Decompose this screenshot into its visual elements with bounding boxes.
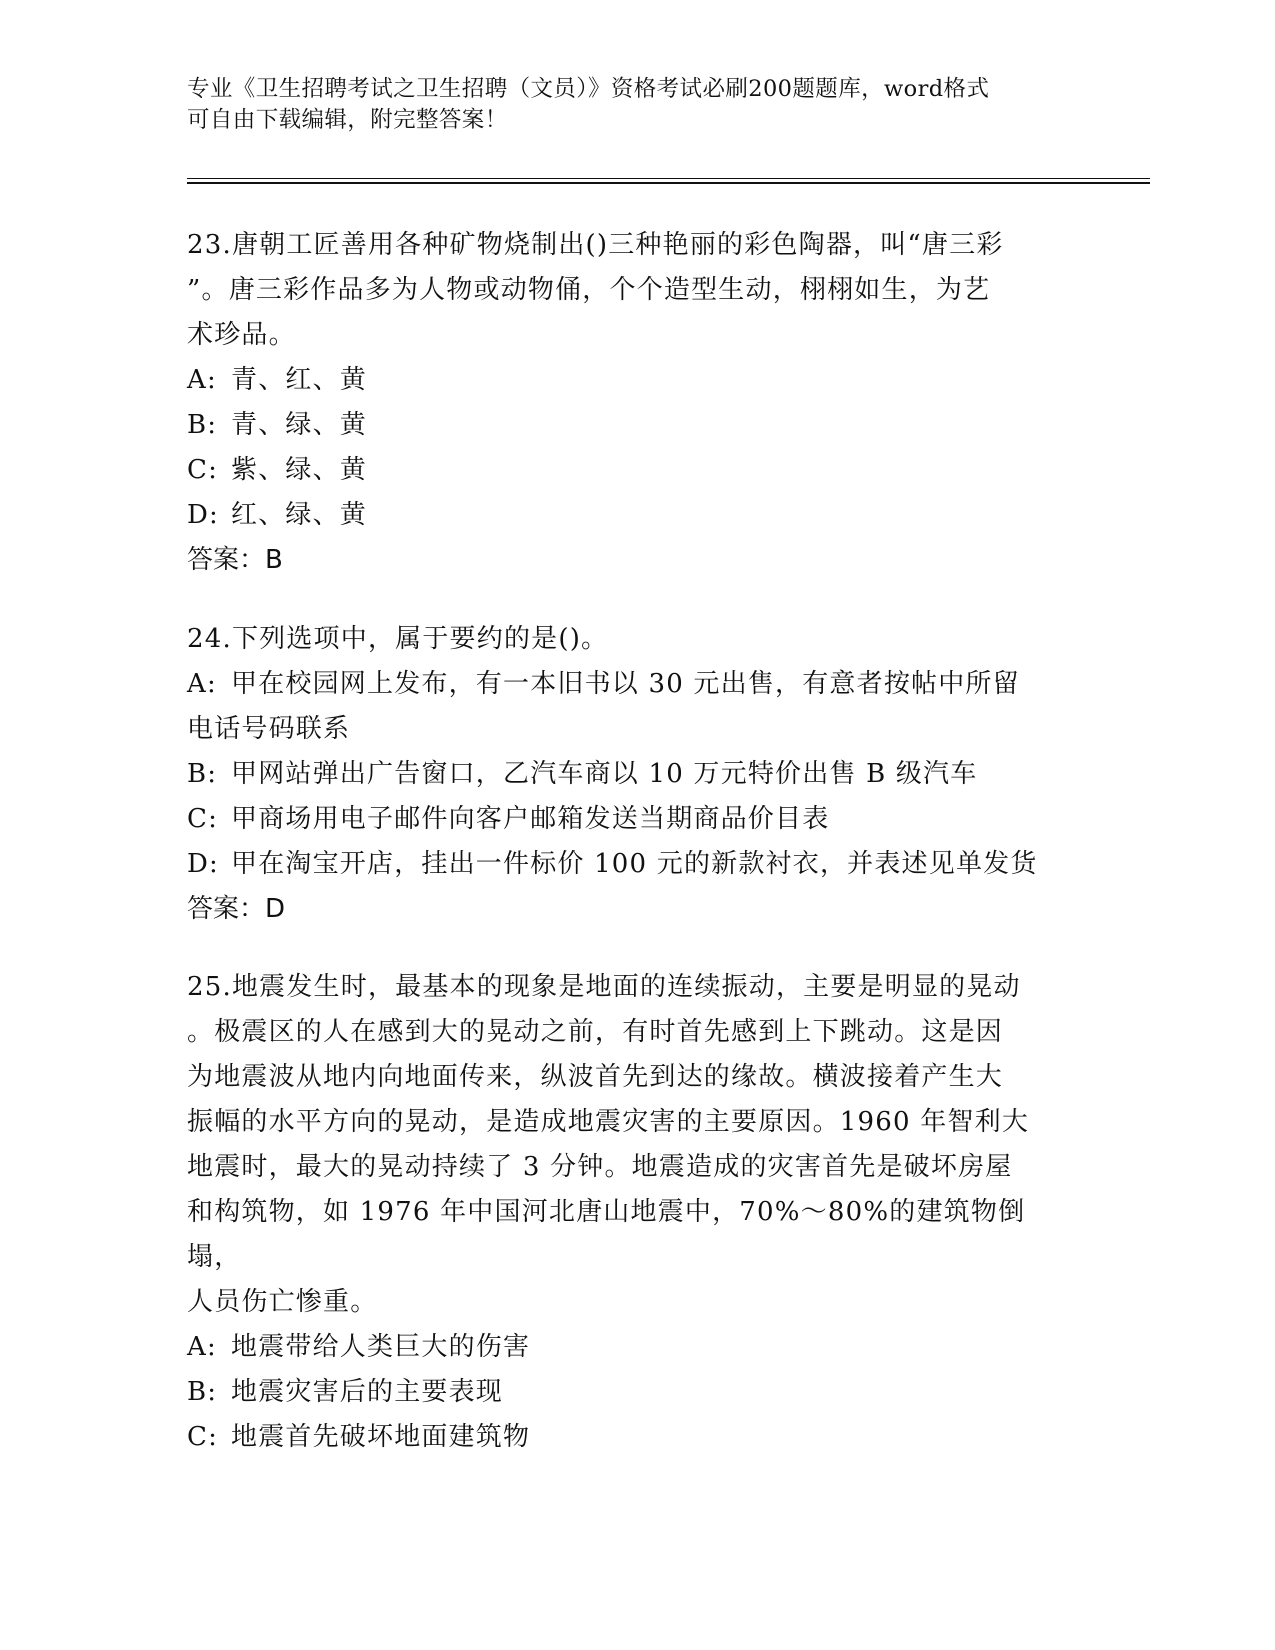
option-text: 甲网站弹出广告窗口，乙汽车商以 10 万元特价出售 B 级汽车 [231, 759, 978, 789]
option-text: 紫、绿、黄 [231, 455, 368, 485]
option-text: 红、绿、黄 [231, 500, 368, 530]
stem-line: 和构筑物，如 1976 年中国河北唐山地震中，70%～80%的建筑物倒塌， [187, 1197, 1026, 1272]
option-text: 甲商场用电子邮件向客户邮箱发送当期商品价目表 [231, 804, 830, 834]
option-c [187, 1415, 1067, 1460]
stem-line: 人员伤亡惨重。 [187, 1287, 378, 1317]
answer-line: 答案：B [187, 545, 283, 575]
option-text: 青、绿、黄 [231, 410, 368, 440]
option-a [187, 358, 1067, 403]
option-c [187, 448, 1067, 493]
option-key: D: [187, 500, 220, 530]
stem-line: 为地震波从地内向地面传来，纵波首先到达的缘故。横波接着产生大 [187, 1062, 1004, 1092]
option-b [187, 403, 1067, 448]
option-key: A: [187, 1332, 217, 1362]
option-a [187, 662, 1067, 707]
question-stem [187, 223, 1067, 358]
option-a [187, 1325, 1067, 1370]
stem-line: 24.下列选项中，属于要约的是()。 [187, 624, 609, 654]
option-text: 电话号码联系 [187, 714, 351, 744]
option-text: 甲在淘宝开店，挂出一件标价 100 元的新款衬衣，并表述见单发货 [231, 849, 1038, 879]
header-line-2: 可自由下载编辑，附完整答案！ [187, 107, 508, 133]
stem-line: 振幅的水平方向的晃动，是造成地震灾害的主要原因。1960 年智利大 [187, 1107, 1030, 1137]
question-23 [187, 223, 1067, 583]
option-a-continued [187, 707, 1067, 752]
question-stem [187, 965, 1067, 1325]
option-d [187, 493, 1067, 538]
option-b [187, 1370, 1067, 1415]
option-key: A: [187, 669, 217, 699]
option-key: C: [187, 1422, 219, 1452]
header-divider-thick [187, 182, 1150, 184]
option-key: A: [187, 365, 217, 395]
stem-line: 地震时，最大的晃动持续了 3 分钟。地震造成的灾害首先是破坏房屋 [187, 1152, 1013, 1182]
option-key: D: [187, 849, 220, 879]
stem-line: ”。唐三彩作品多为人物或动物俑，个个造型生动，栩栩如生，为艺 [187, 275, 991, 305]
stem-line: 25.地震发生时，最基本的现象是地面的连续振动，主要是明显的晃动 [187, 972, 1021, 1002]
stem-line: 。极震区的人在感到大的晃动之前，有时首先感到上下跳动。这是因 [187, 1017, 1004, 1047]
option-key: C: [187, 804, 219, 834]
question-stem [187, 617, 1067, 662]
option-text: 地震灾害后的主要表现 [231, 1377, 504, 1407]
option-key: B: [187, 759, 218, 789]
option-text: 甲在校园网上发布，有一本旧书以 30 元出售，有意者按帖中所留 [231, 669, 1020, 699]
question-25 [187, 965, 1067, 1460]
option-d [187, 842, 1067, 887]
option-key: B: [187, 410, 218, 440]
stem-line: 23.唐朝工匠善用各种矿物烧制出()三种艳丽的彩色陶器，叫“唐三彩 [187, 230, 1004, 260]
question-24 [187, 617, 1067, 932]
option-key: B: [187, 1377, 218, 1407]
option-c [187, 797, 1067, 842]
option-b [187, 752, 1067, 797]
option-text: 地震首先破坏地面建筑物 [231, 1422, 531, 1452]
page-header [187, 74, 1087, 136]
header-divider-thin [187, 178, 1150, 179]
option-text: 地震带给人类巨大的伤害 [231, 1332, 531, 1362]
option-text: 青、红、黄 [231, 365, 368, 395]
option-key: C: [187, 455, 219, 485]
stem-line: 术珍品。 [187, 320, 296, 350]
header-line-1: 专业《卫生招聘考试之卫生招聘（文员）》资格考试必刷200题题库，word格式 [187, 76, 990, 102]
answer-line: 答案：D [187, 894, 286, 924]
